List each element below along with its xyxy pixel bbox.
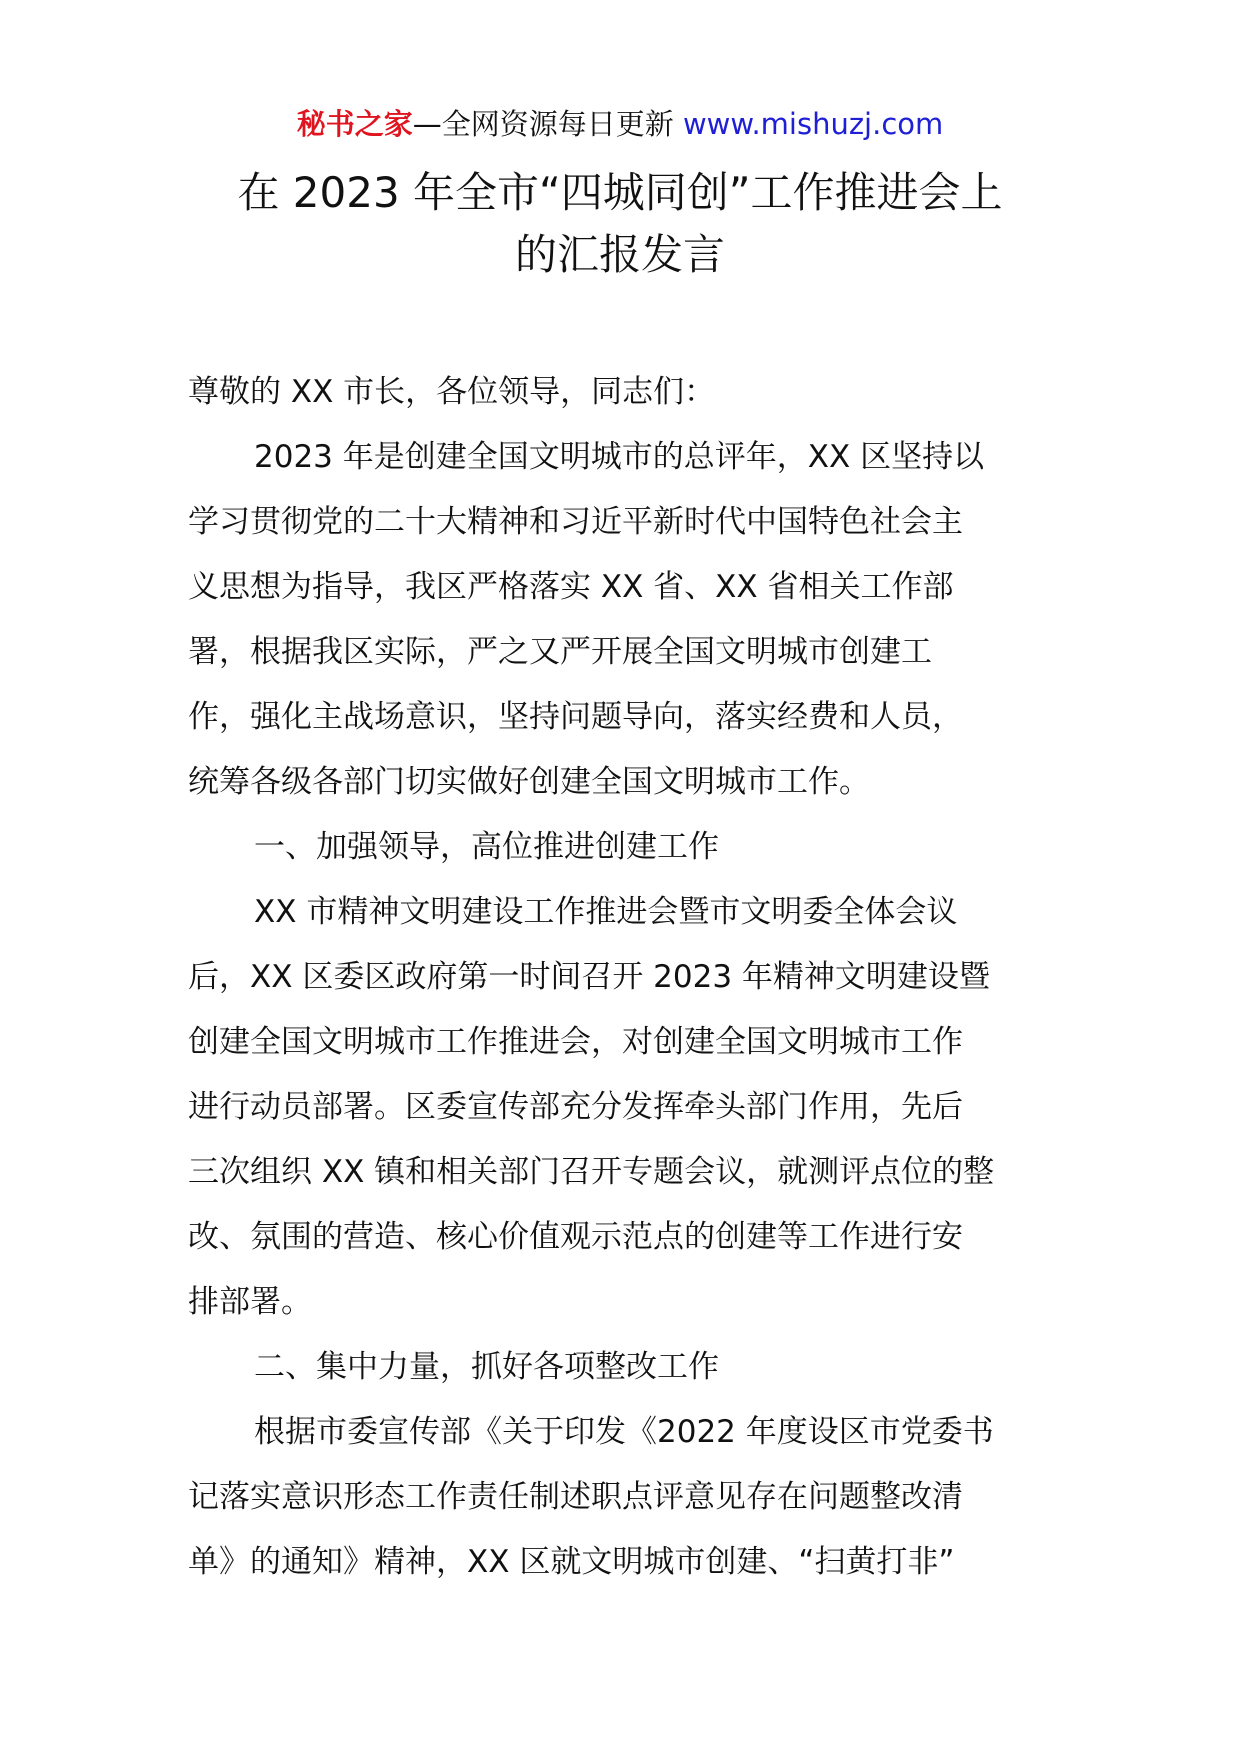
body-line: 单》的通知》精神，XX 区就文明城市创建、“扫黄打非” (188, 1544, 955, 1580)
body-line: 义思想为指导，我区严格落实 XX 省、XX 省相关工作部 (188, 569, 954, 605)
body-line: 统筹各级各部门切实做好创建全国文明城市工作。 (188, 764, 870, 800)
site-header (0, 102, 1240, 146)
section-heading-1: 一、加强领导，高位推进创建工作 (254, 829, 719, 865)
body-line: 根据市委宣传部《关于印发《2022 年度设区市党委书 (254, 1414, 994, 1450)
body-line: 创建全国文明城市工作推进会，对创建全国文明城市工作 (188, 1024, 963, 1060)
body-line: 排部署。 (188, 1284, 312, 1320)
body-line: 后，XX 区委区政府第一时间召开 2023 年精神文明建设暨 (188, 959, 990, 995)
salutation: 尊敬的 XX 市长，各位领导，同志们： (188, 374, 716, 410)
header-slogan: —全网资源每日更新 (412, 107, 674, 141)
body-line: 学习贯彻党的二十大精神和习近平新时代中国特色社会主 (188, 504, 963, 540)
body-line: XX 市精神文明建设工作推进会暨市文明委全体会议 (254, 894, 958, 930)
brand-name: 秘书之家 (296, 107, 413, 141)
document-body (188, 360, 1058, 1595)
body-line: 进行动员部署。区委宣传部充分发挥牵头部门作用，先后 (188, 1089, 963, 1125)
site-url-link[interactable]: www.mishuzj.com (682, 107, 944, 141)
body-line: 改、氛围的营造、核心价值观示范点的创建等工作进行安 (188, 1219, 963, 1255)
body-line: 作，强化主战场意识，坚持问题导向，落实经费和人员， (188, 699, 963, 735)
body-line: 三次组织 XX 镇和相关部门召开专题会议，就测评点位的整 (188, 1154, 995, 1190)
title-line-1: 在 2023 年全市“四城同创”工作推进会上 (237, 168, 1003, 217)
document-title (160, 162, 1080, 286)
body-line: 署，根据我区实际，严之又严开展全国文明城市创建工 (188, 634, 932, 670)
section-heading-2: 二、集中力量，抓好各项整改工作 (254, 1349, 719, 1385)
title-line-2: 的汇报发言 (514, 230, 725, 279)
body-line: 记落实意识形态工作责任制述职点评意见存在问题整改清 (188, 1479, 963, 1515)
body-line: 2023 年是创建全国文明城市的总评年，XX 区坚持以 (254, 439, 985, 475)
